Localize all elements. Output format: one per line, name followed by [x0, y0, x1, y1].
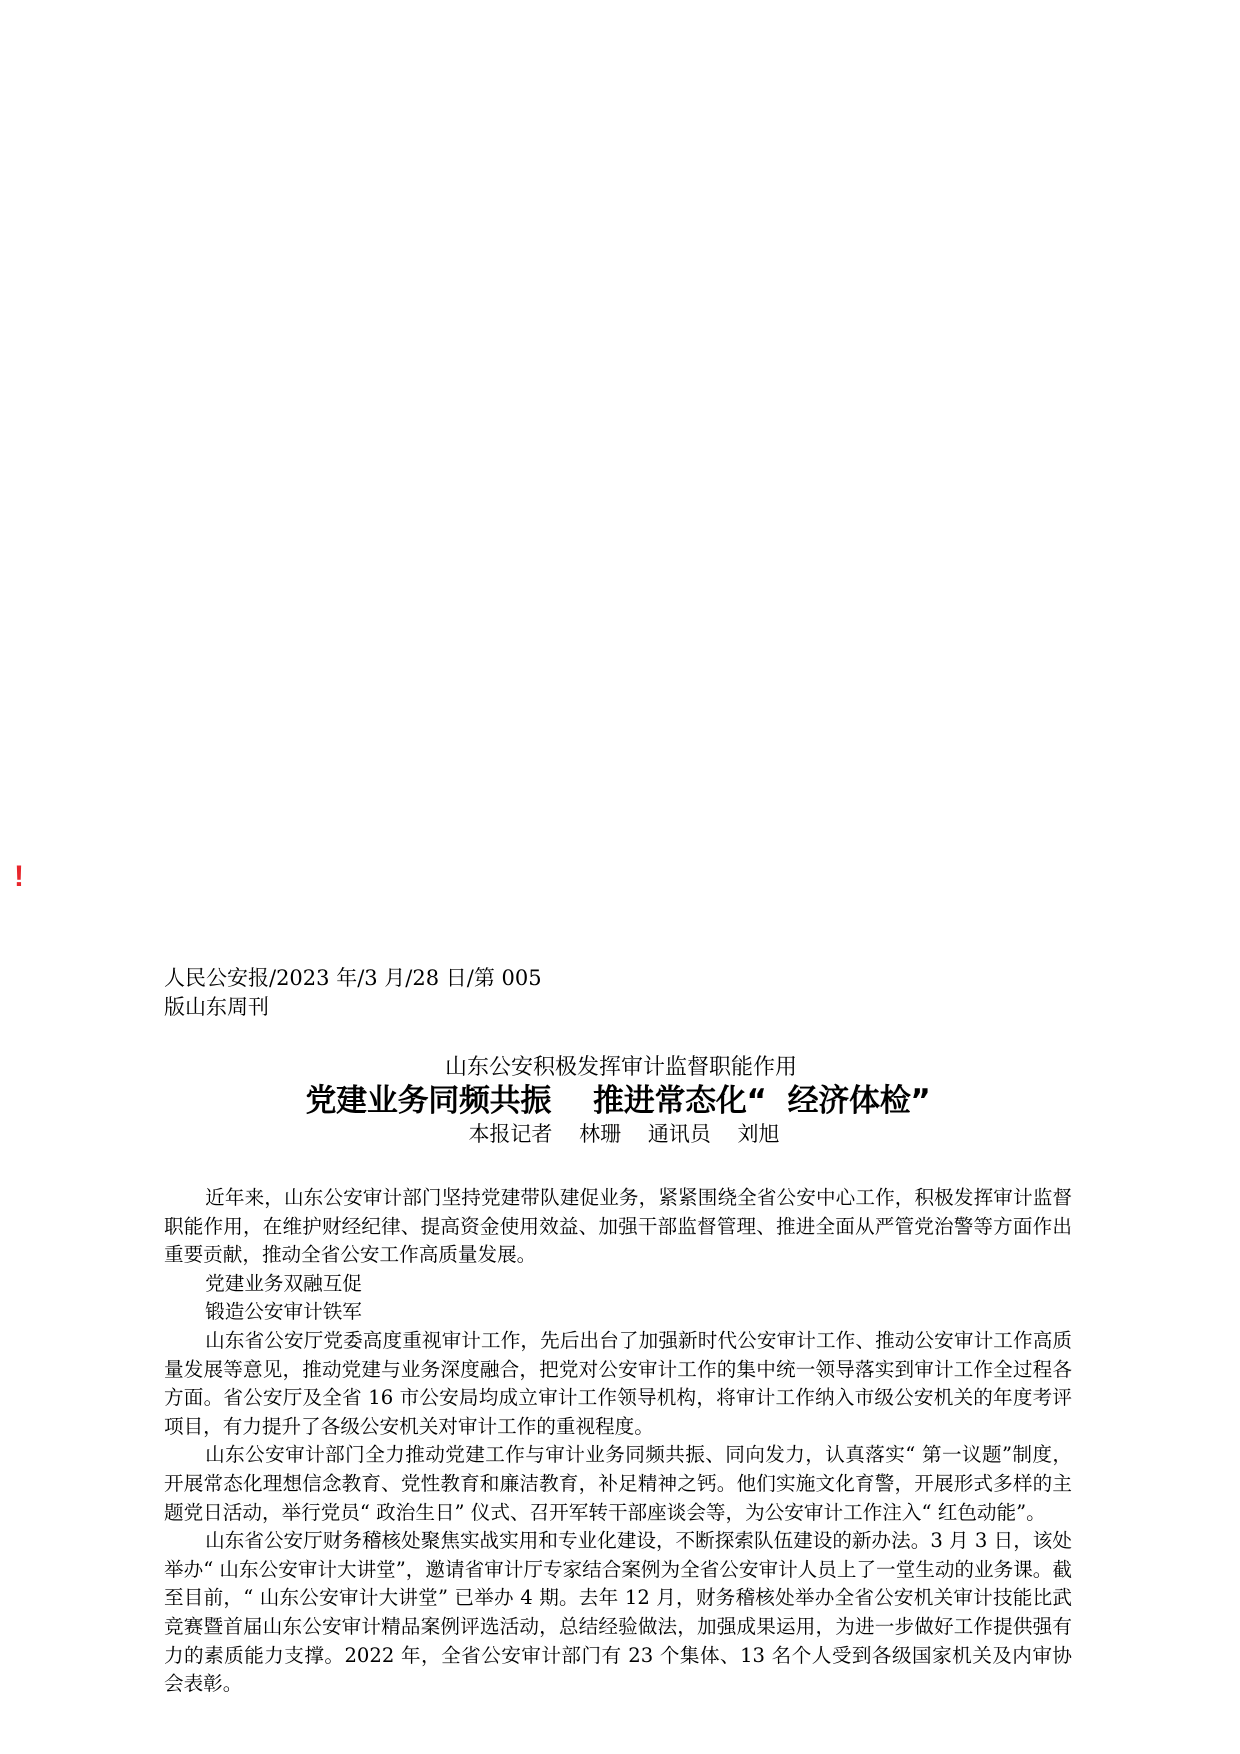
- section-heading-line-2: 锻造公安审计铁军: [205, 1300, 362, 1324]
- paragraph: 山东省公安厅财务稽核处聚焦实战实用和专业化建设，不断探索队伍建设的新办法。3 月 3 日，该处举办“ 山东公安审计大讲堂”，邀请省审计厅专家结合案例为全省公安审计人员上了一堂生动的业务课。截至目前，“ 山东公安审计大讲堂” 已举办 4 期。去年 12 月，财务稽核处举办全省公安机关审计技能比武竞赛暨首届山东公安审计精品案例评选活动，总结经验做法，加强成果运用，为进一步做好工作提供强有力的素质能力支撑。2022 年，全省公安审计部门有 23 个集体、13 名个人受到各级国家机关及内审协会表彰。: [164, 1529, 1072, 1696]
- source-line-2: 版山东周刊: [164, 995, 269, 1019]
- article-byline: 本报记者 林珊 通讯员 刘旭: [468, 1122, 780, 1146]
- article-subtitle: 山东公安积极发挥审计监督职能作用: [444, 1055, 797, 1080]
- paragraph: 山东省公安厅党委高度重视审计工作，先后出台了加强新时代公安审计工作、推动公安审计工作高质量发展等意见，推动党建与业务深度融合，把党对公安审计工作的集中统一领导落实到审计工作全过程各方面。省公安厅及全省 16 市公安局均成立审计工作领导机构，将审计工作纳入市级公安机关的年度考评项目，有力提升了各级公安机关对审计工作的重视程度。: [164, 1328, 1072, 1438]
- alert-mark: !: [14, 860, 24, 893]
- article-headline: 党建业务同频共振 推进常态化“ 经济体检”: [305, 1083, 931, 1119]
- section-heading-line-1: 党建业务双融互促: [205, 1271, 362, 1295]
- source-line-1: 人民公安报/2023 年/3 月/28 日/第 005: [164, 966, 542, 990]
- article-body: [164, 1184, 1072, 1699]
- paragraph-intro: 近年来，山东公安审计部门坚持党建带队建促业务，紧紧围绕全省公安中心工作，积极发挥审计监督职能作用，在维护财经纪律、提高资金使用效益、加强干部监督管理、推进全面从严管党治警等方面作出重要贡献，推动全省公安工作高质量发展。: [164, 1186, 1072, 1267]
- article-header: [164, 1054, 1072, 1148]
- source-citation: [164, 964, 564, 1022]
- paragraph: 山东公安审计部门全力推动党建工作与审计业务同频共振、同向发力，认真落实“ 第一议题”制度，开展常态化理想信念教育、党性教育和廉洁教育，补足精神之钙。他们实施文化育警，开展形式多样的主题党日活动，举行党员“ 政治生日” 仪式、召开军转干部座谈会等，为公安审计工作注入“ 红色动能”。: [164, 1443, 1072, 1524]
